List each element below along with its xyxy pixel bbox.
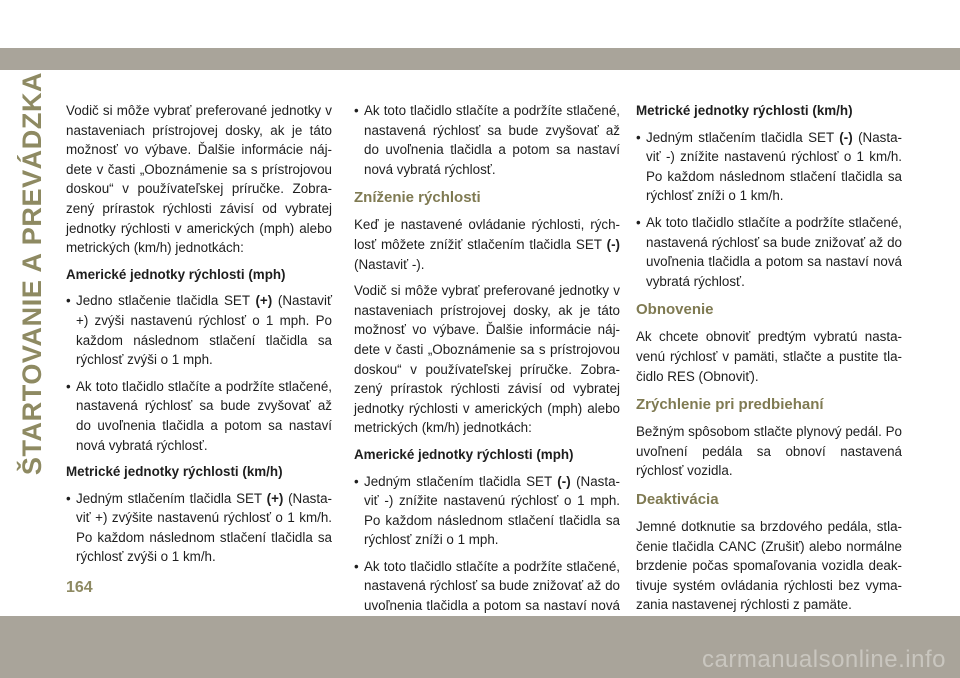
paragraph <box>354 215 620 274</box>
bottom-rule <box>0 616 960 626</box>
column-2 <box>354 101 620 642</box>
top-stripe <box>0 48 960 70</box>
column-1 <box>66 101 332 574</box>
bullet-text: Ak toto tlačidlo stlačíte a podržíte stlačené, nastavená rýchlosť sa bude zvyšovať až do uvoľnenia tlačidla a potom sa nastaví nová vybratá rýchlosť. <box>364 103 620 177</box>
section-heading: Zrýchlenie pri predbiehaní <box>636 396 824 414</box>
subheading: Americké jednotky rýchlosti (mph) <box>354 446 574 462</box>
watermark: carmanualsonline.info <box>702 646 946 673</box>
page-number: 164 <box>66 579 93 596</box>
bullet-item <box>354 101 620 179</box>
bullet-item <box>354 472 620 550</box>
bullet-text: (Nastaviť +) zvýši nastavenú rýchlosť o 1 mph. Po každom následnom stlačení tlačidla sa rýchlosť zvýši o 1 mph. <box>76 293 332 368</box>
bullet-text: Jedným stlačením tlačidla SET <box>646 129 840 145</box>
paragraph: Jemné dotknutie sa brzdového pedála, stla- čenie tlačidla CANC (Zrušiť) alebo normálne brzdenie počas spomaľovania vozidla deak- tivuje systém ovládania rýchlosti bez vyma- zania nastavenej rýchlosti z pamäte. <box>636 518 902 613</box>
key-label: (+) <box>266 490 284 506</box>
side-title-text: ŠTARTOVANIE A PREVÁDZKA <box>17 71 48 475</box>
section-heading: Deaktivácia <box>636 490 719 508</box>
paragraph-text: (Nastaviť -). <box>354 256 425 272</box>
key-label: (+) <box>255 293 273 309</box>
top-band <box>0 0 960 75</box>
paragraph: Ak chcete obnoviť predtým vybratú nasta- venú rýchlosť v pamäti, stlačte a pustite tla- čidlo RES (Obnoviť). <box>636 329 902 384</box>
key-label: (-) <box>557 473 571 489</box>
bullet-item <box>66 489 332 567</box>
bullet-item <box>636 213 902 291</box>
subheading: Metrické jednotky rýchlosti (km/h) <box>66 464 283 480</box>
section-heading: Zníženie rýchlosti <box>354 189 481 207</box>
paragraph-text: Keď je nastavené ovládanie rýchlosti, rých- losť môžete znížiť stlačením tlačidla SET <box>354 217 620 252</box>
section-heading: Obnovenie <box>636 301 714 319</box>
key-label: (-) <box>606 236 620 252</box>
paragraph: Vodič si môže vybrať preferované jednotky v nastaveniach prístrojovej dosky, ak je táto možnosť vo výbave. Ďalšie informácie náj- dete v časti „Oboznámenie sa s prístrojovou doskou“ v používateľskej príručke. Zobra- zený prírastok rýchlosti závisí od vybratej jednotky rýchlosti v amerických (mph) alebo metrických (km/h) jednotkách: <box>354 283 620 436</box>
bullet-text: Jedným stlačením tlačidla SET <box>76 490 267 506</box>
bullet-text: Jedným stlačením tlačidla SET <box>364 473 558 489</box>
bullet-item <box>66 377 332 455</box>
bullet-text: Jedno stlačenie tlačidla SET <box>76 293 256 309</box>
subheading: Metrické jednotky rýchlosti (km/h) <box>636 103 853 118</box>
bullet-item <box>636 128 902 206</box>
side-section-title <box>17 71 48 475</box>
paragraph: Bežným spôsobom stlačte plynový pedál. Po uvoľnení pedála sa obnoví nastavená rýchlosť vozidla. <box>636 424 902 479</box>
key-label: (-) <box>839 129 853 145</box>
bullet-text: (Nasta- viť -) znížite nastavenú rýchlosť o 1 mph. Po každom následnom stlačení tlačidla sa rýchlosť zníži o 1 mph. <box>364 473 620 548</box>
bullet-item <box>66 291 332 369</box>
paragraph: Vodič si môže vybrať preferované jednotky v nastaveniach prístrojovej dosky, ak je táto možnosť vo výbave. Ďalšie informácie náj- dete v časti „Oboznámenie sa s prístrojovou doskou“ v používateľskej príručke. Zobra- zený prírastok rýchlosti závisí od vybratej jednotky rýchlosti v amerických (mph) alebo metrických (km/h) jednotkách: <box>66 103 332 256</box>
bullet-text: Ak toto tlačidlo stlačíte a podržíte stlačené, nastavená rýchlosť sa bude znižovať až do uvoľnenia tlačidla a potom sa nastaví nová vybratá rýchlosť. <box>646 214 902 289</box>
bullet-text: (Nasta- viť -) znížite nastavenú rýchlosť o 1 km/h. Po každom následnom stlačení tlačidla sa rýchlosť zníži o 1 km/h. <box>646 129 902 204</box>
column-3 <box>636 101 902 622</box>
bullet-text: (Nasta- viť +) zvýšite nastavenú rýchlosť o 1 km/h. Po každom následnom stlačení tlačidla sa rýchlosť zvýši o 1 km/h. <box>76 490 332 565</box>
bullet-text: Ak toto tlačidlo stlačíte a podržíte stlačené, nastavená rýchlosť sa bude zvyšovať až do uvoľnenia tlačidla a potom sa nastaví nová vybratá rýchlosť. <box>76 378 332 453</box>
bullet-text: Ak toto tlačidlo stlačíte a podržíte stlačené, nastavená rýchlosť sa bude znižovať až do uvoľnenia tlačidla a potom sa nastaví nová <box>364 558 620 614</box>
subheading: Americké jednotky rýchlosti (mph) <box>66 266 286 282</box>
